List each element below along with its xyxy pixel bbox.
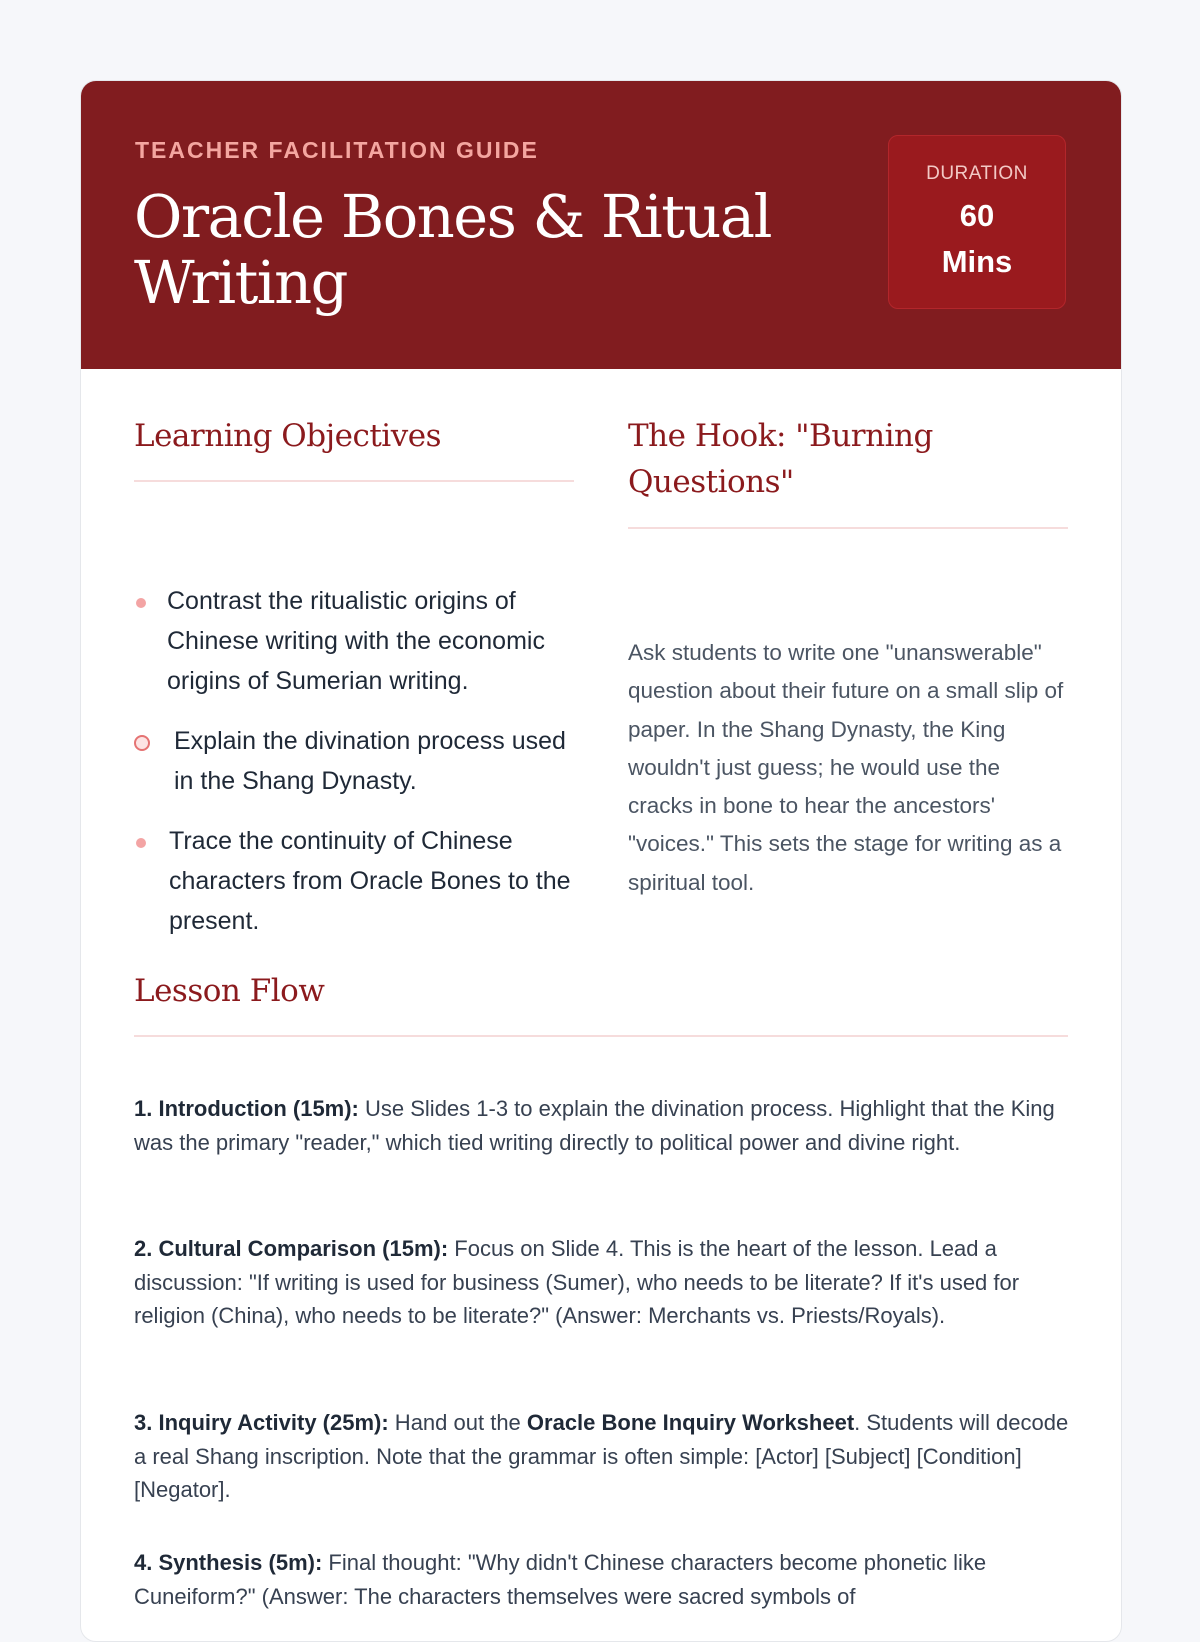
lesson-flow-divider <box>134 1035 1068 1037</box>
guide-type-label: TEACHER FACILITATION GUIDE <box>135 137 539 163</box>
flow-step-comparison <box>134 1232 1074 1333</box>
flow-step-text: Focus on Slide 4. This is the heart of the lesson. Lead a discussion: "If writing is used for business (Sumer), who needs to be literate? If it's used for religion (China), who needs to be literate?" (Answer: Merchants vs. Priests/Royals). <box>134 1236 1020 1328</box>
hook-divider <box>628 527 1068 529</box>
header-banner <box>81 81 1121 369</box>
objective-text: Trace the continuity of Chinese characters from Oracle Bones to the present. <box>169 827 571 935</box>
bullet-dot-icon <box>136 838 146 848</box>
flow-step-label: 3. Inquiry Activity (25m): <box>134 1410 389 1435</box>
hook-description: Ask students to write one "unanswerable" question about their future on a small slip of paper. In the Shang Dynasty, the King wouldn't just guess; he would use the cracks in bone to hear the ancestors' "voices." This sets the stage for writing as a spiritual tool. <box>628 640 1064 895</box>
hook-heading: The Hook: "Burning Questions" <box>628 418 933 500</box>
objective-item <box>134 821 574 941</box>
flow-step-text: Use Slides 1-3 to explain the divination process. Highlight that the King was the primary "reader," which tied writing directly to political power and divine right. <box>134 1096 1055 1155</box>
objective-text: Contrast the ritualistic origins of Chinese writing with the economic origins of Sumerian writing. <box>167 587 545 695</box>
flow-step-text: . Students will decode a real Shang inscription. Note that the grammar is often simple: [Actor] [Subject] [Condition] [Negator]. <box>134 1410 1069 1502</box>
duration-unit: Mins <box>941 244 1013 279</box>
objective-text: Explain the divination process used in the Shang Dynasty. <box>174 727 566 795</box>
objectives-list <box>134 581 574 961</box>
duration-badge <box>888 135 1066 309</box>
duration-label: DURATION <box>926 163 1028 184</box>
flow-step-text: Hand out the <box>388 1410 527 1435</box>
flow-step-inquiry <box>134 1406 1074 1507</box>
objective-item <box>134 721 574 801</box>
flow-step-label: 2. Cultural Comparison (15m): <box>134 1236 449 1261</box>
worksheet-name: Oracle Bone Inquiry Worksheet <box>526 1410 855 1435</box>
duration-number: 60 <box>959 198 995 233</box>
lesson-flow-heading: Lesson Flow <box>134 973 325 1009</box>
flow-step-synthesis <box>134 1546 1074 1613</box>
flow-step-label: 1. Introduction (15m): <box>134 1096 359 1121</box>
bullet-ring-icon <box>134 735 150 751</box>
flow-step-introduction <box>134 1092 1074 1159</box>
objective-item <box>134 581 574 701</box>
flow-step-text: Final thought: "Why didn't Chinese characters become phonetic like Cuneiform?" (Answer: The characters themselves were sacred symbols of <box>134 1550 987 1609</box>
page-title: Oracle Bones & Ritual Writing <box>134 182 771 317</box>
bullet-dot-icon <box>136 598 146 608</box>
objectives-divider <box>134 480 574 482</box>
objectives-heading: Learning Objectives <box>134 418 441 454</box>
duration-value <box>889 193 1065 285</box>
guide-card <box>80 80 1122 1642</box>
flow-step-label: 4. Synthesis (5m): <box>134 1550 323 1575</box>
